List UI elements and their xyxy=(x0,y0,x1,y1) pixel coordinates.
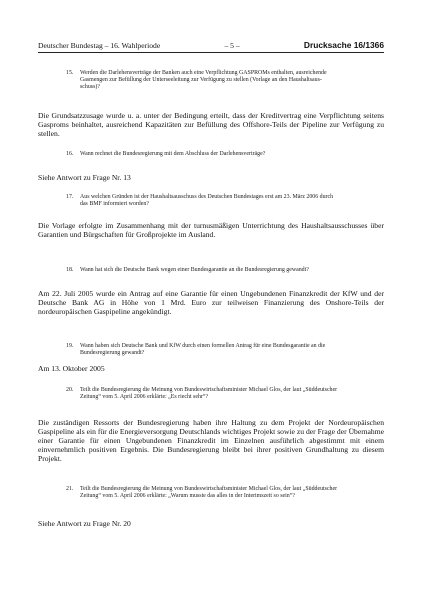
answer-paragraph: Am 13. Oktober 2005 xyxy=(38,364,105,373)
answer-paragraph: Die zuständigen Ressorts der Bundesregierung haben ihre Haltung zu dem Projekt der Nordeuropäischen Gaspipeline als ein für die Energieversorgung Deutschlands wichtiges Projekt sowie zu der Frage der Übernahme einer Garantie für einen Ungebundenen Finanzkredit im Einzelnen ausführlich abgestimmt mit einem einvernehmlich positiven Ergebnis. Die Bundesregierung bleibt bei ihrer positiven Grundhaltung zu diesem Projekt. xyxy=(38,418,384,464)
page-header xyxy=(38,40,384,53)
question-number: 15. xyxy=(66,70,74,76)
answer-paragraph: Siehe Antwort zu Frage Nr. 20 xyxy=(38,519,131,528)
answer-paragraph: Die Grundsatzzusage wurde u. a. unter der Bedingung erteilt, dass der Kreditvertrag eine Verpflichtung seitens Gasproms beinhaltet, ausreichend Kapazitäten zur Befüllung des Offshore-Teils der Pipeline zur Verfügung zu stellen. xyxy=(38,111,384,139)
question-text: Aus welchen Gründen ist der Haushaltsausschuss des Deutschen Bundestages erst am 23. März 2006 durch das BMF informiert worden? xyxy=(80,194,334,208)
question-block xyxy=(66,194,338,208)
answer-paragraph: Am 22. Juli 2005 wurde ein Antrag auf eine Garantie für einen Ungebundenen Finanzkredit der KfW und der Deutsche Bank AG in Höhe von 1 Mrd. Euro zur teilweisen Finanzierung des Onshore-Teils der nordeuropäischen Gaspipeline angekündigt. xyxy=(38,289,384,317)
header-publication: Deutscher Bundestag – 16. Wahlperiode xyxy=(38,41,161,50)
answer-paragraph: Die Vorlage erfolgte im Zusammenhang mit der turnusmäßigen Unterrichtung des Haushaltsausschusses über Garantien und Bürgschaften für Großprojekte im Ausland. xyxy=(38,221,384,240)
question-number: 20. xyxy=(66,387,74,393)
question-text: Wann rechnet die Bundesregierung mit dem Abschluss der Darlehensverträge? xyxy=(80,151,266,157)
question-block xyxy=(66,486,338,500)
question-number: 21. xyxy=(66,486,74,492)
question-block xyxy=(66,267,338,274)
question-block xyxy=(66,151,338,158)
question-number: 18. xyxy=(66,267,74,273)
question-block xyxy=(66,387,338,401)
question-text: Teilt die Bundesregierung die Meinung von Bundeswirtschaftsminister Michael Glos, der laut „Süddeutscher Zeitung“ vom 5. April 2006 erklärte: „Warum musste das alles in der Interimszeit so sein“? xyxy=(80,486,338,500)
question-number: 17. xyxy=(66,194,74,200)
answer-paragraph: Siehe Antwort zu Frage Nr. 13 xyxy=(38,173,131,182)
question-text: Werden die Darlehensverträge der Banken auch eine Verpflichtung GASPROMs enthalten, ausreichende Gasmengen zur Befüllung der Unterseeleitung zur Verfügung zu stellen (Vorlage an den Haushaltsausschuss)? xyxy=(80,70,327,91)
document-page xyxy=(38,40,384,53)
question-text: Teilt die Bundesregierung die Meinung von Bundeswirtschaftsminister Michael Glos, der laut „Süddeutscher Zeitung“ vom 5. April 2006 erklärte: „Es riecht sehr“? xyxy=(80,387,338,401)
question-number: 16. xyxy=(66,151,74,157)
header-document-number: Drucksache 16/1366 xyxy=(303,40,384,50)
question-number: 19. xyxy=(66,343,74,349)
question-text: Wann hat sich die Deutsche Bank wegen einer Bundesgarantie an die Bundesregierung gewandt? xyxy=(80,267,309,273)
question-block xyxy=(66,343,338,357)
header-page-number: – 5 – xyxy=(224,41,240,50)
question-text: Wann haben sich Deutsche Bank und KfW durch einen formellen Antrag für eine Bundesgarantie an die Bundesregierung gewandt? xyxy=(80,343,326,357)
question-block xyxy=(66,70,338,91)
